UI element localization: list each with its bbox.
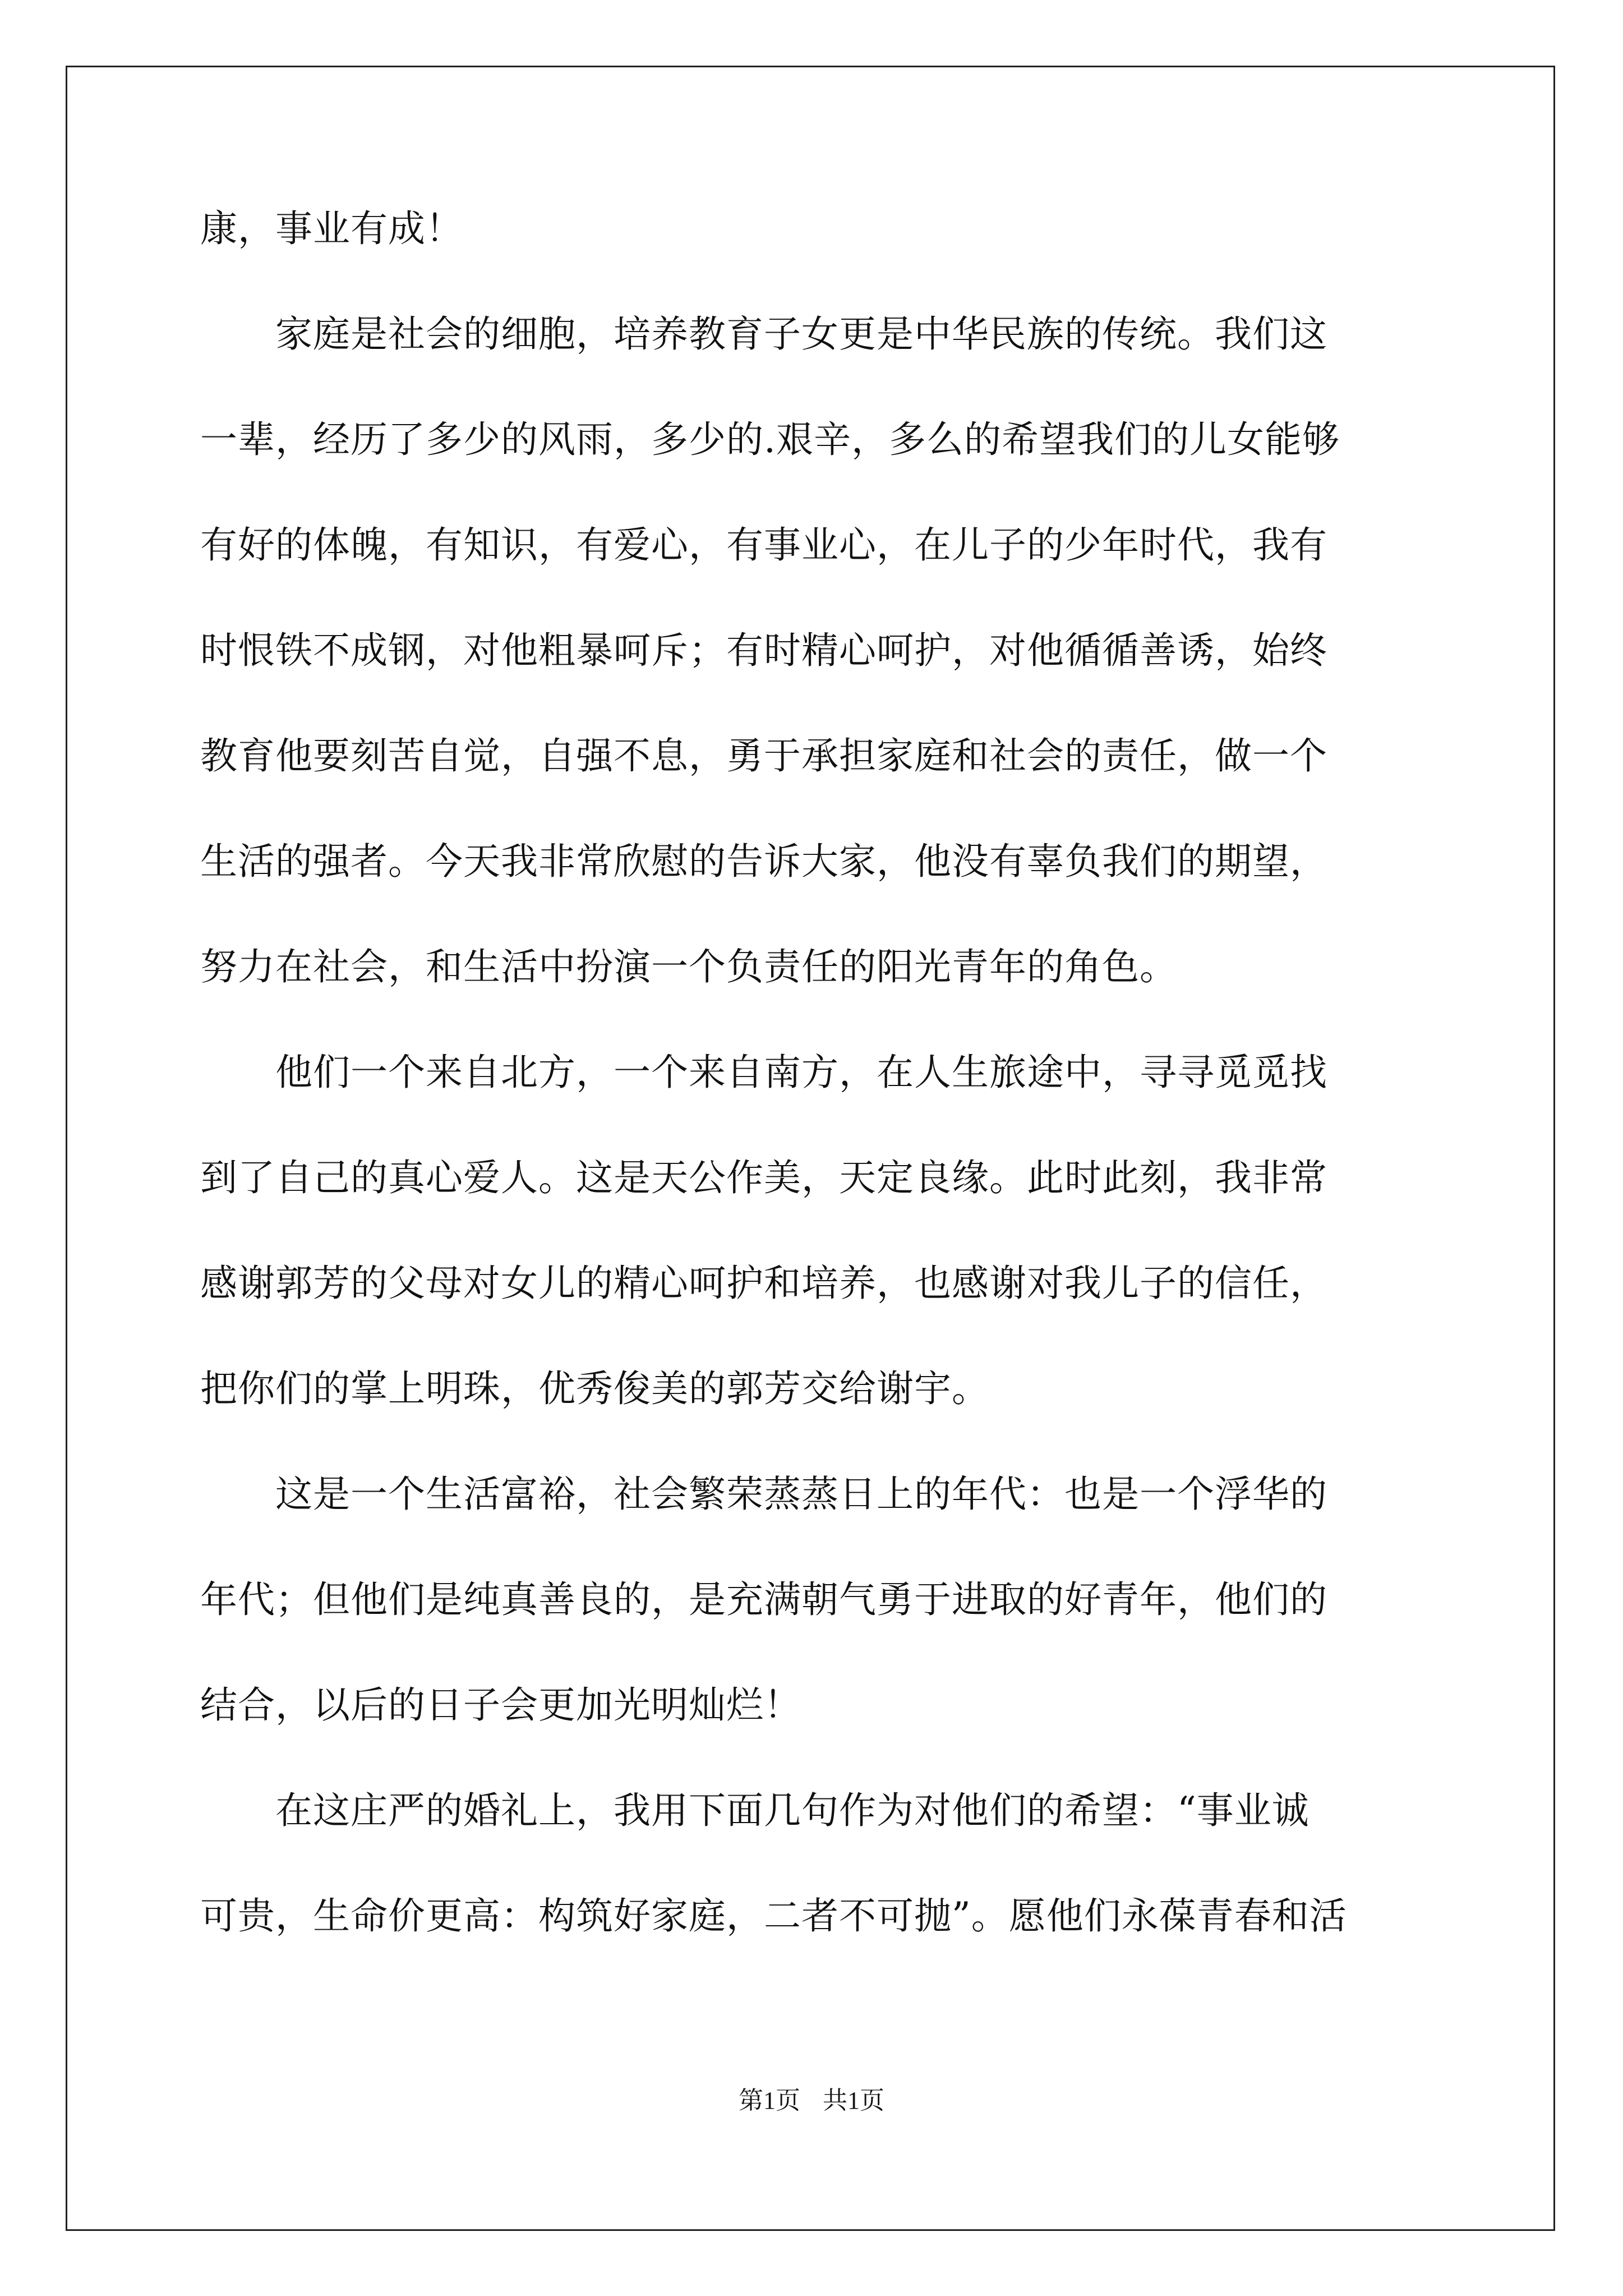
text-line: 感谢郭芳的父母对女儿的精心呵护和培养，也感谢对我儿子的信任，	[200, 1262, 1327, 1305]
text-line: 到了自己的真心爱人。这是天公作美，天定良缘。此时此刻，我非常	[200, 1156, 1327, 1199]
text-line: 时恨铁不成钢，对他粗暴呵斥；有时精心呵护，对他循循善诱，始终	[200, 629, 1327, 672]
text-line: 有好的体魄，有知识，有爱心，有事业心，在儿子的少年时代，我有	[200, 523, 1327, 567]
text-line: 康，事业有成！	[200, 207, 463, 250]
text-line: 年代；但他们是纯真善良的，是充满朝气勇于进取的好青年，他们的	[200, 1578, 1327, 1621]
text-line: 一辈，经历了多少的风雨，多少的.艰辛，多么的希望我们的儿女能够	[200, 418, 1340, 461]
text-line: 生活的强者。今天我非常欣慰的告诉大家，他没有辜负我们的期望，	[200, 840, 1327, 883]
text-line: 结合，以后的日子会更加光明灿烂！	[200, 1683, 801, 1727]
page-number-current: 第1页	[739, 2087, 800, 2114]
text-line: 家庭是社会的细胞，培养教育子女更是中华民族的传统。我们这	[200, 312, 1327, 356]
page-footer	[0, 2088, 1623, 2113]
text-line: 教育他要刻苦自觉，自强不息，勇于承担家庭和社会的责任，做一个	[200, 734, 1327, 777]
page-number-total: 共1页	[823, 2087, 884, 2114]
text-line: 这是一个生活富裕，社会繁荣蒸蒸日上的年代：也是一个浮华的	[200, 1473, 1327, 1516]
text-line: 把你们的掌上明珠，优秀俊美的郭芳交给谢宇。	[200, 1367, 989, 1410]
text-line: 可贵，生命价更高：构筑好家庭，二者不可抛”。愿他们永葆青春和活	[200, 1894, 1347, 1938]
text-line: 他们一个来自北方，一个来自南方，在人生旅途中，寻寻觅觅找	[200, 1051, 1327, 1094]
text-line: 在这庄严的婚礼上，我用下面几句作为对他们的希望：“事业诚	[200, 1789, 1310, 1832]
text-line: 努力在社会，和生活中扮演一个负责任的阳光青年的角色。	[200, 945, 1177, 988]
